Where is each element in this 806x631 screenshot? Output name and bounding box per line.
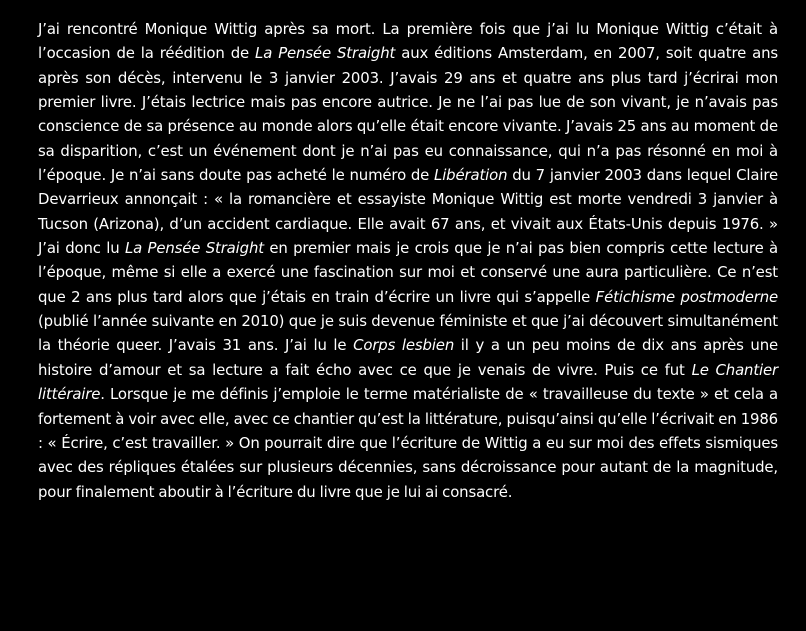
book-title-corps-lesbien: Corps lesbien [353,336,455,355]
text-segment: J’ai rencontré Monique Wittig après sa mort. La première fois que j’ai lu Monique Wittig c’était à l’occasion de la réédition de [38,20,778,63]
body-paragraph [38,17,778,504]
text-segment: aux éditions Amsterdam, en 2007, soit quatre ans après son décès, intervenu le 3 janvier 2003. J’avais 29 ans et quatre ans plus tard j’écrirai mon premier livre. J’étais lectrice mais pas encore autrice. Je ne l’ai pas lue de son vivant, je n’avais pas conscience de sa présence au monde alors qu’elle était encore vivante. J’avais 25 ans au moment de sa disparition, c’est un événement dont je n’ai pas eu connaissance, qui n’a pas résonné en moi à l’époque. Je n’ai sans doute pas acheté le numéro de [38,44,779,185]
text-segment: . Lorsque je me définis j’emploie le terme matérialiste de « travailleuse du texte » et cela a fortement à voir avec elle, avec ce chantier qu’est la littérature, puisqu’ainsi qu’elle l’écrivait en 1986 : « Écrire, c’est travailler. » On pourrait dire que l’écriture de Wittig a eu sur moi des effets sismiques avec des répliques étalées sur plusieurs décennies, sans décroissance pour autant de la magnitude, pour finalement aboutir à l’écriture du livre que je lui ai consacré. [38,385,778,501]
document-page [38,17,778,504]
book-title-fetichisme-postmoderne: Fétichisme postmoderne [595,287,778,306]
book-title-la-pensee-straight: La Pensée Straight [124,239,264,258]
book-title-la-pensee-straight: La Pensée Straight [255,44,396,63]
newspaper-title-liberation: Libération [434,166,508,185]
book-title-le-chantier-litteraire: Le Chantier littéraire [38,360,778,404]
text-segment: du 7 janvier 2003 dans lequel Claire Devarrieux annonçait : « la romancière et essayiste Monique Wittig est morte vendredi 3 janvier à Tucson (Arizona), d’un accident cardiaque. Elle avait 67 ans, et vivait aux États-Unis depuis 1976. » J’ai donc lu [38,166,778,258]
text-segment: (publié l’année suivante en 2010) que je suis devenue féministe et que j’ai découvert simultanément la théorie queer. J’avais 31 ans. J’ai lu le [38,312,778,355]
text-segment: il y a un peu moins de dix ans après une histoire d’amour et sa lecture a fait écho avec ce que je venais de vivre. Puis ce fut [38,336,778,379]
text-segment: en premier mais je crois que je n’ai pas bien compris cette lecture à l’époque, même si elle a exercé une fascination sur moi et conservé une aura particulière. Ce n’est que 2 ans plus tard alors que j’étais en train d’écrire un livre qui s’appelle [38,239,779,306]
